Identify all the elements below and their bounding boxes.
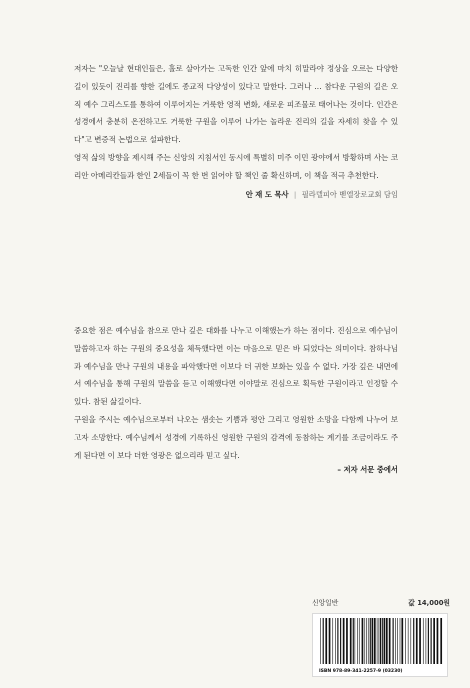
barcode-box (312, 613, 448, 677)
category-label: 신앙일반 (312, 599, 339, 607)
barcode-bar (346, 618, 348, 664)
barcode-bar (397, 618, 398, 664)
barcode-bar (426, 618, 427, 664)
barcode-bar (382, 618, 383, 664)
recommender-role: 필라델피아 벧엘장로교회 담임 (301, 189, 398, 199)
barcode-bar (332, 618, 333, 664)
barcode-bar (416, 618, 418, 664)
barcode-bar (423, 618, 424, 664)
barcode-bar (395, 618, 396, 664)
barcode-bar (437, 618, 439, 664)
barcode-bar (368, 618, 369, 664)
barcode-bar (372, 618, 374, 664)
barcode-bar (433, 618, 435, 664)
barcode-bar (411, 618, 412, 664)
back-cover-info (312, 596, 450, 677)
barcode-bar (320, 618, 321, 664)
barcode-bar (408, 618, 409, 664)
barcode-bar (428, 618, 429, 664)
barcode-bar (343, 618, 345, 664)
barcode-bar (384, 618, 386, 664)
barcode-bar (377, 618, 378, 664)
barcode-bar (329, 618, 331, 664)
barcode-bar (350, 618, 352, 664)
isbn-label: ISBN 978-89-341-2257-9 (03230) (319, 669, 403, 674)
barcode-bar (355, 618, 356, 664)
barcode-bar (366, 618, 367, 664)
barcode-bar (362, 618, 364, 664)
recommender-name: 안 재 도 목사 (245, 189, 289, 199)
price-label: 값 14,000원 (408, 599, 450, 607)
excerpt-section (74, 322, 398, 477)
barcode-bar (337, 618, 338, 664)
barcode-bar (335, 618, 336, 664)
barcode-bar (357, 618, 358, 664)
barcode-bar (400, 618, 401, 664)
barcode-bar (370, 618, 371, 664)
excerpt-source: – 저자 서문 중에서 (337, 465, 398, 475)
barcode-bar (353, 618, 354, 664)
barcode-bar (386, 618, 388, 664)
barcode-bar (374, 618, 376, 664)
barcode-bar (419, 618, 421, 664)
barcode-bar (440, 618, 442, 664)
barcode-bar (325, 618, 327, 664)
price-row (312, 596, 450, 608)
recommender-separator: | (293, 189, 297, 199)
barcode-bar (401, 618, 403, 664)
barcode-bar (364, 618, 365, 664)
barcode-bar (359, 618, 360, 664)
recommendation-section (74, 60, 398, 202)
barcode-bar (389, 618, 391, 664)
barcode-bar (379, 618, 380, 664)
barcode-bar (413, 618, 414, 664)
recommendation-paragraph-2: 영적 삶의 방향을 제시해 주는 신앙의 지침서인 동시에 특별히 미주 이민 광야에서 방황하며 사는 코리안 아메리칸들과 한인 2세들이 꼭 한 번 읽어야 할 책인 줄 확신하며, 이 책을 적극 추천한다. (74, 152, 398, 180)
barcode-bar (380, 618, 381, 664)
barcode-image (319, 618, 443, 664)
barcode-bar (393, 618, 394, 664)
barcode-bar (405, 618, 406, 664)
excerpt-paragraph-2: 구원을 주시는 예수님으로부터 나오는 샘솟는 기쁨과 평안 그리고 영원한 소망을 다함께 나누어 보고자 소망한다. 예수님께서 성경에 기록하신 영원한 구원의 감격에 동참하는 계기를 조금이라도 주게 된다면 이 보다 더한 영광은 없으리라 믿고 싶다. (74, 414, 398, 460)
excerpt-paragraph-1: 중요한 점은 예수님을 참으로 만나 깊은 대화를 나누고 이해했는가 하는 점이다. 진심으로 예수님이 말씀하고자 하는 구원의 중요성을 체득했다면 이는 마음으로 믿은 바 되었다는 의미이다. 참하나님과 예수님을 만나 구원의 내용을 파악했다면 이보다 더 귀한 보화는 있을 수 없다. 가장 깊은 내면에서 예수님을 통해 구원의 말씀을 듣고 이해했다면 이야말로 진심으로 획득한 구원이라고 인정할 수 있다. 참된 삶길이다. (74, 326, 398, 407)
barcode-bar (323, 618, 324, 664)
recommender-signature (74, 188, 398, 202)
barcode-bar (340, 618, 341, 664)
recommendation-paragraph-1: 저자는 "오늘날 현대인들은, 홀로 살아가는 고독한 인간 앞에 마치 히말라야 정상을 오르는 다양한 길이 있듯이 진리를 향한 길에도 종교적 다양성이 있다고 말한다. 그러나 … 참다운 구원의 길은 오직 예수 그리스도를 통하여 이루어지는 거룩한 영적 변화, 새로운 피조물로 태어나는 것이다. 인간은 성경에서 충분히 온전하고도 거룩한 구원을 이루어 나가는 놀라운 진리의 길을 자세히 찾을 수 있다"고 변증적 논법으로 설파한다. (74, 64, 398, 145)
barcode-bar (431, 618, 432, 664)
